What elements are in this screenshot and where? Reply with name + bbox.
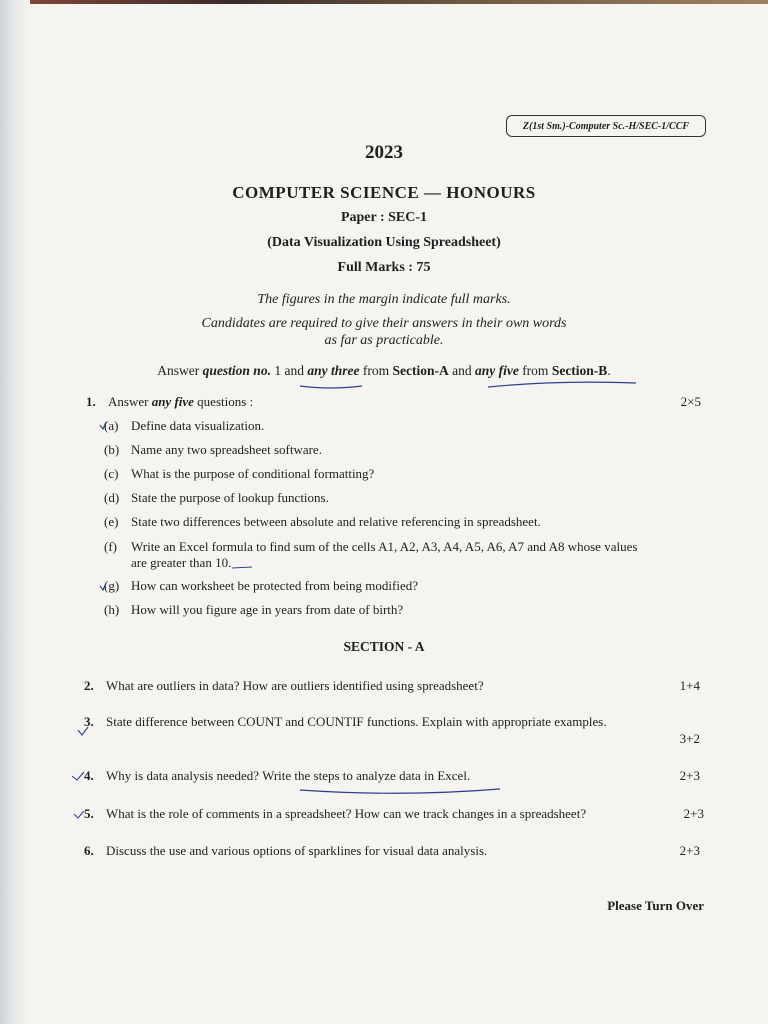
paper-subtitle: (Data Visualization Using Spreadsheet) (267, 235, 501, 250)
paper-code-box (506, 115, 706, 137)
section-a-heading: SECTION - A (343, 639, 425, 654)
question-text: What are outliers in data? How are outliers identified using spreadsheet? (106, 678, 484, 693)
subquestion-continuation: are greater than 10. (131, 555, 232, 570)
subquestion-label: (b) (104, 442, 120, 457)
question-2 (84, 678, 704, 694)
question-number: 4. (84, 768, 94, 783)
subquestion-label: (d) (104, 490, 120, 505)
instruction-text: Answer (157, 363, 203, 378)
instruction-text: 1 and (270, 363, 308, 378)
question-1-lead: questions : (193, 394, 254, 409)
subquestion-text: What is the purpose of conditional formatting? (131, 466, 375, 481)
subquestion-text: How can worksheet be protected from being modified? (131, 578, 418, 593)
question-1-emphasis: any five (151, 394, 194, 409)
subquestion-g (104, 578, 704, 594)
subquestion-label: (a) (104, 418, 119, 433)
subject-title: COMPUTER SCIENCE — HONOURS (232, 183, 536, 202)
note-line-1: The figures in the margin indicate full marks. (257, 292, 511, 307)
full-marks: Full Marks : 75 (337, 260, 431, 275)
subquestion-label: (c) (104, 466, 119, 481)
question-5-marks: 2+3 (683, 806, 704, 821)
subquestion-a (104, 418, 704, 434)
paper-label: Paper : SEC-1 (340, 210, 428, 225)
subquestion-text: State two differences between absolute and relative referencing in spreadsheet. (131, 514, 541, 529)
subquestion-label: (h) (104, 602, 120, 617)
note-line-2: Candidates are required to give their answers in their own words (201, 316, 567, 331)
question-number: 1. (86, 394, 96, 409)
note-line-3: as far as practicable. (324, 333, 444, 348)
subquestion-label: (g) (104, 578, 120, 593)
instruction-emphasis: question no. (202, 363, 271, 378)
pen-underline-any-three (300, 386, 362, 388)
pen-tick-q4 (72, 772, 84, 780)
subquestion-b (104, 442, 704, 458)
instruction-text: from (359, 363, 393, 378)
subquestion-text: State the purpose of lookup functions. (131, 490, 329, 505)
pen-underline-q4 (300, 789, 500, 793)
subquestion-h (104, 602, 704, 618)
subquestion-text: Name any two spreadsheet software. (131, 442, 322, 457)
instruction-section-a: Section-A (392, 363, 449, 378)
question-3 (84, 714, 704, 730)
instruction-section-b: Section-B (551, 363, 608, 378)
instruction-text: . (607, 363, 611, 378)
instruction-text: and (448, 363, 475, 378)
question-text: State difference between COUNT and COUNTIF functions. Explain with appropriate examples. (106, 714, 607, 729)
question-number: 5. (84, 806, 94, 821)
question-number: 3. (84, 714, 94, 729)
subquestion-c (104, 466, 704, 482)
question-text: Why is data analysis needed? Write the steps to analyze data in Excel. (106, 768, 471, 783)
question-text: What is the role of comments in a spreadsheet? How can we track changes in a spreadsheet? (106, 806, 587, 821)
question-6 (84, 843, 704, 859)
question-4 (84, 768, 704, 784)
subquestion-label: (f) (104, 539, 117, 554)
instruction-text: from (518, 363, 552, 378)
subquestion-e (104, 514, 704, 530)
pen-underline-any-five (488, 382, 636, 387)
question-3-marks: 3+2 (679, 731, 700, 746)
subquestion-f (104, 539, 704, 571)
subquestion-text: Define data visualization. (131, 418, 265, 433)
question-1-heading (86, 394, 253, 410)
subquestion-d (104, 490, 704, 506)
question-1-lead: Answer (108, 394, 152, 409)
exam-year: 2023 (365, 142, 403, 163)
pen-tick-q5 (74, 811, 84, 818)
subquestion-text: Write an Excel formula to find sum of the cells A1, A2, A3, A4, A5, A6, A7 and A8 whose values (131, 539, 638, 554)
question-1-marks: 2×5 (680, 394, 701, 409)
question-6-marks: 2+3 (679, 843, 700, 858)
subquestion-text: How will you figure age in years from date of birth? (131, 602, 404, 617)
paper-code: Z(1st Sm.)-Computer Sc.-H/SEC-1/CCF (522, 120, 690, 132)
instruction-emphasis: any five (474, 363, 519, 378)
please-turn-over: Please Turn Over (607, 898, 704, 913)
question-number: 6. (84, 843, 94, 858)
question-4-marks: 2+3 (679, 768, 700, 783)
scan-top-edge (0, 0, 768, 4)
question-2-marks: 1+4 (679, 678, 700, 693)
question-5 (84, 806, 704, 822)
answer-instruction (0, 363, 768, 379)
subquestion-label: (e) (104, 514, 119, 529)
question-text: Discuss the use and various options of sparklines for visual data analysis. (106, 843, 488, 858)
instruction-emphasis: any three (307, 363, 360, 378)
question-number: 2. (84, 678, 94, 693)
